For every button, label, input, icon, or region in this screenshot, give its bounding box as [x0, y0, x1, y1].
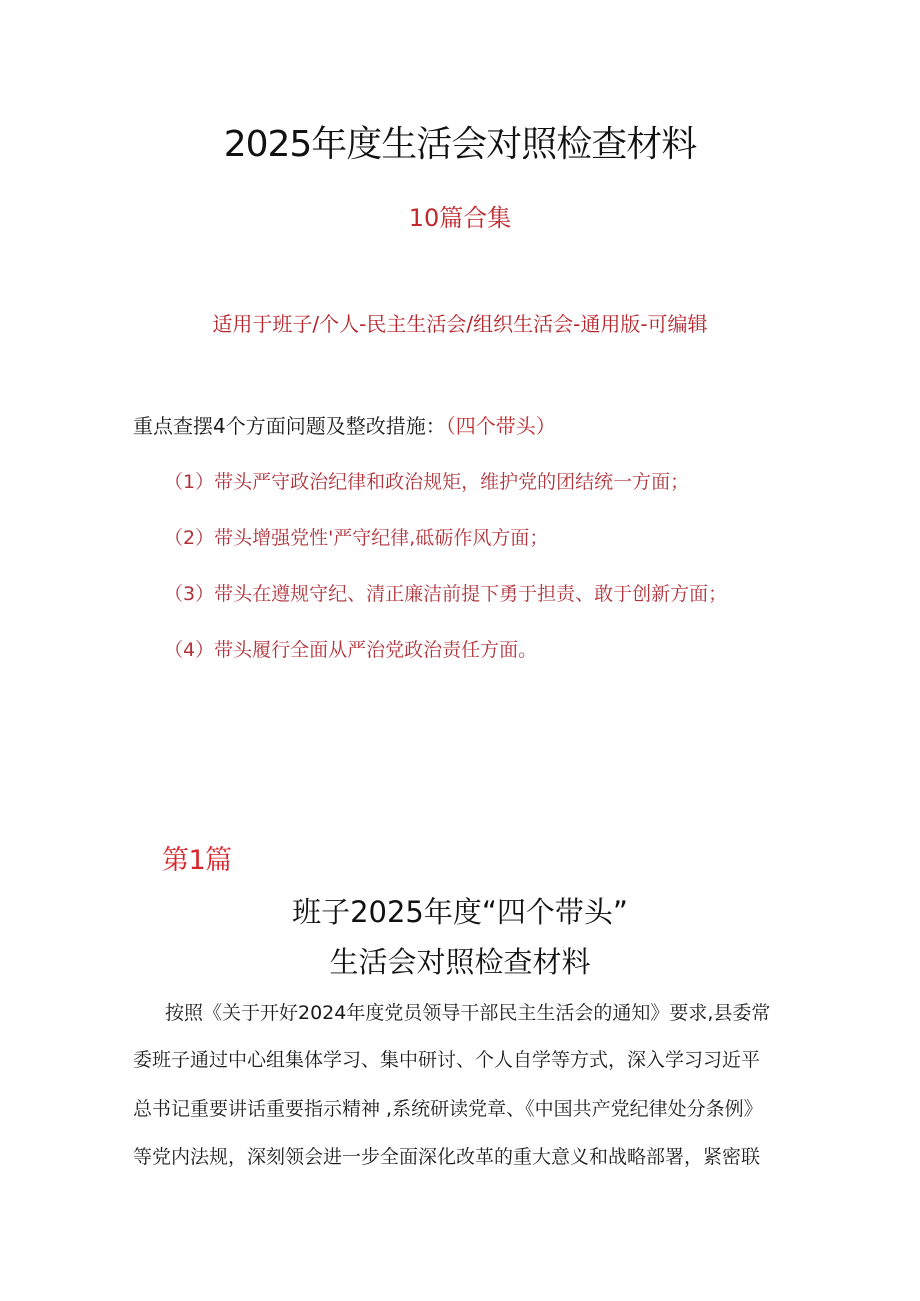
chapter-title-line-1: 班子2025年度“四个带头” — [292, 895, 628, 929]
chapter-label: 第1篇 — [162, 845, 232, 876]
focus-item-3: （3）带头在遵规守纪、清正廉洁前提下勇于担责、敢于创新方面； — [164, 583, 728, 605]
collection-subtitle: 10篇合集 — [408, 204, 512, 232]
focus-item-4: （4）带头履行全面从严治党政治责任方面。 — [164, 639, 538, 661]
focus-item-1: （1）带头严守政治纪律和政治规矩，维护党的团结统一方面； — [164, 471, 690, 493]
focus-highlight-text: （四个带头） — [445, 414, 556, 438]
body-paragraph-line-2: 委班子通过中心组集体学习、集中研讨、个人自学等方式，深入学习习近平 — [133, 1049, 761, 1071]
body-paragraph-line-4: 等党内法规，深刻领会进一步全面深化改革的重大意义和战略部署，紧密联 — [133, 1146, 761, 1168]
applicability-note: 适用于班子/个人-民主生活会/组织生活会-通用版-可编辑 — [212, 312, 708, 336]
focus-intro-line — [133, 410, 556, 439]
document-title: 2025年度生活会对照检查材料 — [223, 124, 697, 165]
focus-intro-text: 重点查摆4个方面问题及整改措施： — [133, 414, 446, 438]
body-paragraph-line-1: 按照《关于开好2024年度党员领导干部民主生活会的通知》要求,县委常 — [165, 1002, 771, 1024]
chapter-title-line-2: 生活会对照检查材料 — [329, 945, 591, 979]
body-paragraph-line-3: 总书记重要讲话重要指示精神 ,系统研读党章、《中国共产党纪律处分条例》 — [133, 1098, 763, 1120]
focus-item-2: （2）带头增强党性'严守纪律,砥砺作风方面； — [164, 527, 549, 549]
